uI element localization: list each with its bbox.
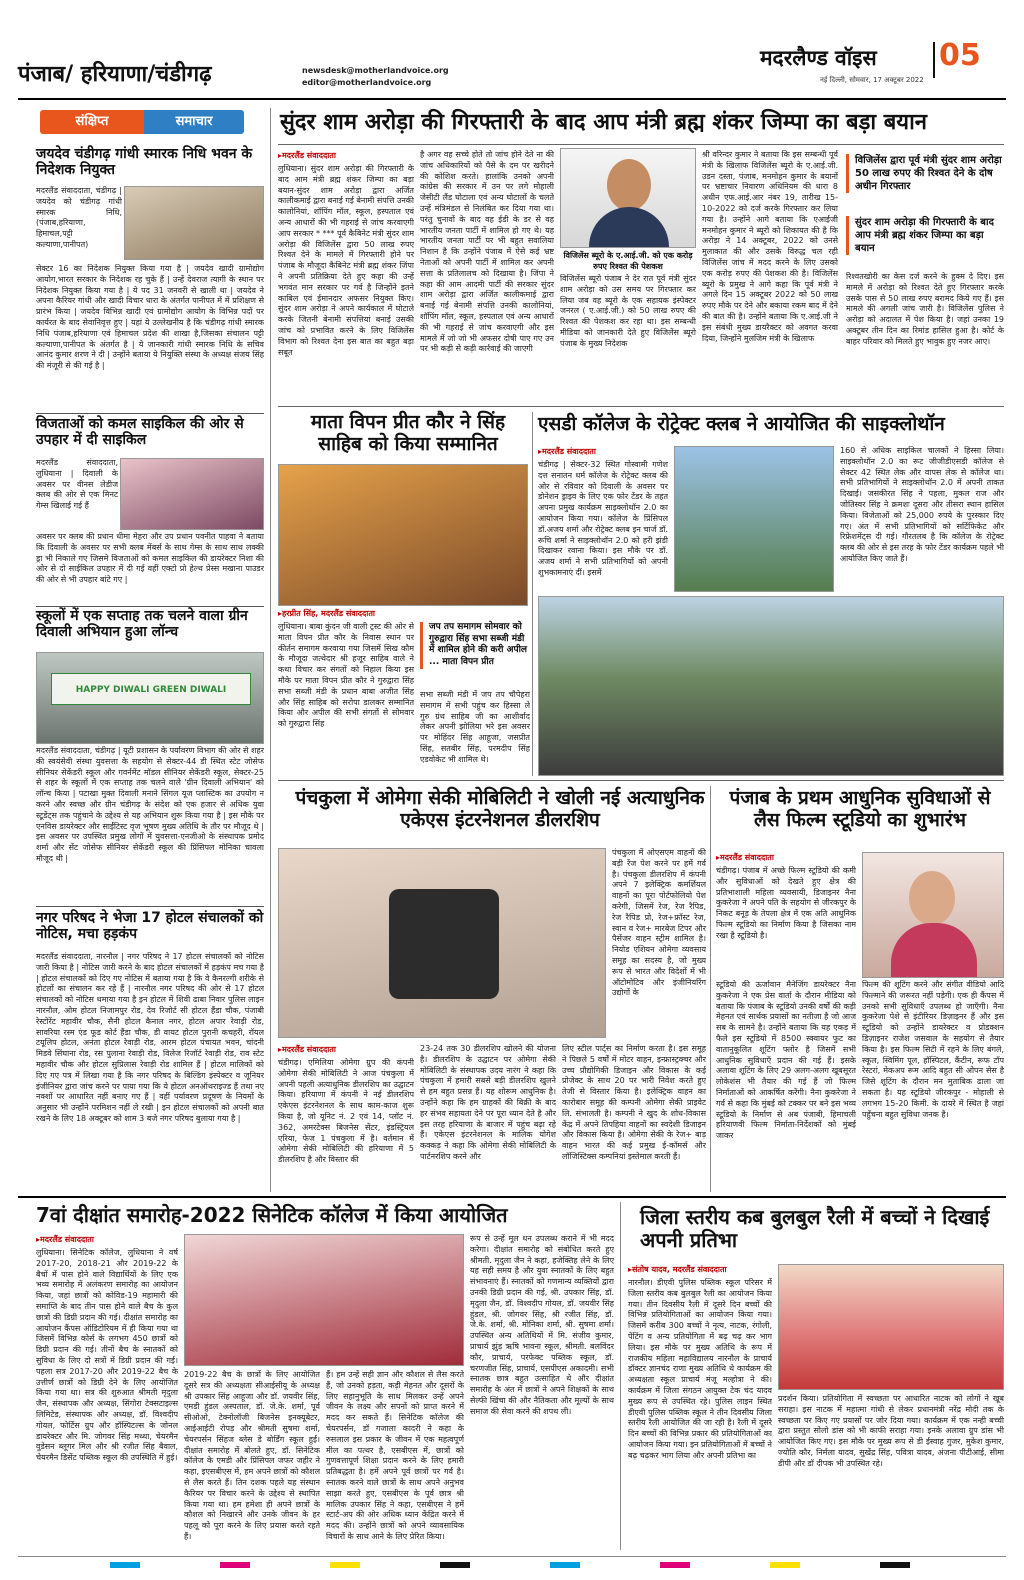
cyclothon-headline: एसडी कॉलेज के रोट्रेक्ट क्लब ने आयोजित की साइक्लोथॉन bbox=[538, 413, 945, 435]
lead-col-1: लुधियाना। सुंदर शाम अरोड़ा की गिरफ्तारी के बाद आम मंत्री ब्रह्म शंकर जिम्पा का बड़ा बयान-सुंदर शाम अरोड़ा द्वारा अर्जित कालीकमाई द्वारा बनाई गई बेनामी संपत्ति उनकी कालोनियां, शॉपिंग मॉल, स्कूल, हस्पताल एवं अन्य आधारों की भी गहराई से जांच करवाएगी आप सरकार * *** पूर्व कैबिनेट मंत्री सुंदर शाम अरोड़ा की विजिलेंस द्वारा 50 लाख रुपए रिश्वत देने के मामले में गिरफ्तारी होने पर पंजाब के मौजूदा कैबिनेट मंत्री ब्रह्म शंकर जिंपा ने अपनी प्रतिक्रिया देते हुए कहा की उन्हें भगवंत मान सरकार पर गर्व है जिन्होंने इतने काबिल एवं ईमानदार अफसर नियुक्त किए। सुंदर शाम अरोड़ा ने अपने कार्यकाल में घोटाले करके जितनी बेनामी संपत्तियां बनाई उसकी जांच को प्रभावित करने के लिए विजिलेंस विभाग को रिश्वत देना इस बात का बहुत बड़ा सबूत bbox=[278, 164, 414, 357]
lead-rule bbox=[278, 144, 1004, 145]
lead-highlight-1: विजिलेंस द्वारा पूर्व मंत्री सुंदर शाम अरोड़ा 50 लाख रुपए की रिश्वत देने के दोष अधीन गिरफ्तार bbox=[846, 154, 1004, 193]
lead-col-2: है अगर वह सच्चे होते तो जांच होने देते ना की जांच अधिकारियों को पैसे के दम पर खरीदने की कोशिश करते। हालांकि उनको अपनी कांग्रेस की सरकार में उन पर लगे मोहाली जेसीटी लैंड घोटाला एवं अन्य घोटालों के चलते उन्हें मंत्रिमंडल से निलंबित कर दिया गया था। परंतु चुनावों के बाद वह ईडी के डर से वह भारतीय जनता पार्टी में शामिल हो गए थे। यह भारतीय जनता पार्टी पर भी बहुत सवालिया निशान है कि उन्होंने पंजाब में ऐसे कई भ्रष्ट नेताओं को अपनी पार्टी में शामिल कर अपनी सत्ता के प्रतिलालच को दिखाया है। जिंपा ने कहा की आम आदमी पार्टी की सरकार सुंदर शाम अरोड़ा द्वारा अर्जित कालीकमाई द्वारा बनाई गई बेनामी संपत्ति उनकी कालोनियां, शॉपिंग मॉल, स्कूल, हस्पताल एवं अन्य आधारों की भी गहराई से जांच करवाएगी और इस मामले में जो जो भी अफसर दोषी पाए गए उन पर भी कड़ी से कड़ी कार्रवाई की जाएगी bbox=[420, 150, 554, 354]
lead-col-3: विजिलेंस ब्यूरो पंजाब ने देर रात पूर्व मंत्री सुंदर शाम अरोड़ा को उस समय पर गिरफ्तार कर लिया जब वह ब्यूरो के एक सहायक इंस्पेक्टर जनरल ( ए.आई.जी.) को 50 लाख रुपए की रिश्वत की पेशकश कर रहा था। इस सम्बन्धी मीडिया को जानकारी देते हुए विजिलेंस ब्यूरो पंजाब के मुख्य निदेशक bbox=[560, 274, 696, 348]
lead-byline: ▸ मदरलैंड संवाददाता bbox=[278, 150, 418, 161]
convocation-col-1: लुधियाना। सिनेटिक कॉलेज, लुधियाना ने वर्ष 2017-20, 2018-21 और 2019-22 के बैचों में पास होने वाले विद्यार्थियों के लिए एक भव्य समारोह में अलंकरण समारोह का आयोजन किया, जहां छात्रों को कोविड-19 महामारी की समाप्ति के बाद तीन पास होने वाले बैच के कुल छात्रों की डिग्री प्रदान की गई। दीक्षांत समारोह का आयोजन कैंपस ऑडिटोरियम में ही किया गया था जिसमें विभिन्न कोर्स के लगभग 450 छात्रों को डिग्री प्रदान की गई। तीनों बैच के स्नातकों को सुविधा के लिए दो सत्रों में डिग्री प्रदान की गई। पहला सत्र 2017-20 और 2019-22 बैच के उत्तीर्ण छात्रों को डिग्री देने के लिए आयोजित किया गया था। सत्र की शुरुआत श्रीमती मृदुला जैन, संस्थापक और अध्यक्ष, सिंगोरा टेक्सटाइल्स लिमिटेड, संस्थापक और अध्यक्ष, डॉ. विश्वदीप गोयल, फोर्टिस ग्रुप और हॉस्पिटल्स के जोनल डायरेक्टर और मि. जोगवर सिंह मथ्था, चेयरमैन वुडेसन ब्लूगर मिल और श्री रजीत सिंह बैवाल, चेयरमैन डिसेंट पब्लिक स्कूल की उपस्थिति में हुई। bbox=[36, 1248, 178, 1463]
email-editor[interactable]: editor@motherlandvoice.org bbox=[302, 78, 432, 87]
omega-col-1: चंडीगढ़। एमिलिया ओमेगा ग्रुप की कंपनी ओमेगा सेकी मोबिलिटी ने आज पंचकुला में अपनी पहली अत्याधुनिक डीलरशिप का उद्घाटन किया। हरियाणा में कंपनी ने नई डीलरशिप एकेएस इंटरनेशनल के साथ काम-काज शुरू किया है, जो यूनिट नं. 2 एवं 14, प्लॉट नं. 362, अमरटेक्स बिजनेस सेंटर, इंडस्ट्रियल एरिया, फेज 1 पंचकुला में है। वर्तमान में ओमेगा सेकी मोबिलिटी की हरियाणा में 5 डीलरशिप है और विस्तार की bbox=[278, 1058, 414, 1165]
convocation-column-rule bbox=[620, 1202, 621, 1550]
film-col-1b: स्टूडियो की ऊर्जावान मैनेजिंग डायरेक्टर नैना कुकरेजा ने एक प्रेस वार्ता के दौरान मीडिया को बताया कि पंजाब के स्टूडियो उनकी वर्षों की कड़ी मेहनत एवं सार्थक प्रयासों का नतीजा है जो आज सब के सामने है। उन्होंने बताया कि यह एकड़ में फैले इस स्टूडियो में 8500 स्क्वायर फुट का वातानुकूलित शूटिंग फ्लोर है जिसमें सभी आधुनिक सुविधाएँ प्रदान की गई हैं। इसके अलावा शूटिंग के लिए 29 अलग-अलग खूबसूरत लोकेशंस भी तैयार की गई हैं जो फिल्म निर्माताओं को आकर्षित करेंगी। नैना कुकरेजा ने गर्व से कहा कि मुंबई को टक्कर पर बने इस भव्य स्टूडियो के निर्माण से अब पंजाबी, हिमाचली हरियाणवी फिल्म निर्माता-निर्देशकों को मुंबई जाकर bbox=[716, 980, 856, 1141]
brief-divider-2 bbox=[36, 606, 264, 607]
cyclothon-col-1: चंडीगढ़ | सेक्टर-32 स्थित गोस्वामी गणेश दत्त सनातन धर्म कॉलेज के रोट्रेक्ट क्लब की ओर से रविवार को दिवाली के अवसर पर डोनेशन ड्राइव के लिए एक फोर टेंडर के तहत अपना प्रमुख कार्यक्रम साइक्लोथॉन 2.0 का आयोजन किया गया। कॉलेज के प्रिंसिपल डॉ.अजय शर्मा और रोट्रेक्ट क्लब इन चार्ज डॉ. रूचि शर्मा ने साइक्लोथॉन 2.0 को हरी झंडी दिखाकर रवाना किया। इस मौके पर डॉ. अजय शर्मा ने सभी प्रतिभागियों को अपनी शुभकामनाएं दीं। इसमें bbox=[538, 460, 668, 577]
brief-3-body: मदरलैंड संवाददाता, चंडीगढ़ | यूटी प्रशासन के पर्यावरण विभाग की ओर से शहर की स्वयंसेवी संस्था युवसत्ता के सहयोग से सेक्टर-44 डी स्थित स्टेट जोसेफ सीनियर सेकेंडरी स्कूल और गवर्नमेंट मॉडल सीनियर सेकेंडरी स्कूल, सेक्टर-25 से शहर के स्कूलों में एक सप्ताह तक चलने वाले 'ग्रीन दिवाली अभियान' को लॉन्च किया | पटाखा मुक्त दिवाली मनाने सिंगल यूज प्लास्टिक का उपयोग न करने और स्वच्छ और ग्रीन चंडीगढ़ के संदेश को एक हजार से अधिक युवा स्टूडेंट्स तक पहुंचाने के उद्देश्य से यह अभियान शुरू किया गया है | इस मौके पर एनविस डायरेक्टर और साईंटिस्ट वृज भूषण मुख्य अतिथि के तौर पर मौजूद थे | इस अवसर पर उपस्थित प्रमुख लोगों में युवसत्ता-एनजीओ के संस्थापक प्रमोद शर्मा और सेंट जोसेफ सीनियर सेकेंडरी स्कूल की प्रिंसिपल मोनिका चावला मौजूद थी | bbox=[36, 746, 264, 863]
mata-col-1: लुधियाना। बाबा कुंदन जी वाली ट्रस्ट की ओर से माता विपन प्रीत कौर के निवास स्थान पर कीर्तन समागम करवाया गया जिसमें सिख कौम के मौजूदा जत्थेदार श्री हजूर साहिब वाले ने कथा विचार कर संगतों को निहाल किया इस मौके पर माता विपन प्रीत कौर ने गुरुद्वारा सिंह सभा सब्जी मंडी के प्रधान बाबा अजीत सिंह और सिंह साहिब को सरोपा डालकर सम्मानित किया और अपील की सभी संगतों से सोमवार को गुरुद्वारा सिंह bbox=[278, 622, 414, 729]
brief-2-headline: विजताओं को कमल साइकिल की ओर से उपहार में दी साइकिल bbox=[36, 416, 244, 449]
cyclothon-photo-group bbox=[674, 446, 834, 592]
brief-1-body: सेक्टर 16 का निदेशक नियुक्त किया गया है | जयदेव खादी ग्रामोद्योग आयोग,भारत सरकार के निदेशक रह चुके हैं | उन्हें देवराज त्यागी के स्थान पर निदेशक नियुक्त किया गया है | ये पद 31 जनवरी से खाली था | जयदेव ने अपना कैरियर गांधी और खादी विचार धारा के अंतर्गत पानीपत में में प्रशिक्षण से प्रारंभ किया | जयदेव विभिन्न खादी एवं ग्रामोद्योग आयोग के विभिन्न पदों पर कार्यरत के बाद सेवानिवृत्त हुए | यहां ये उल्लेखनीय है कि चंडीगढ़ गांधी स्मारक निधि पंजाब,हरियाणा एवं हिमाचल प्रदेश की शाखा है,जिसका संचालन पट्टी कल्याणा,पानीपत के अंतर्गत है | ये जानकारी गांधी स्मारक निधि के सचिव आनंद कुमार शरण ने दी | उन्होंने बताया ये नियुक्ति संस्था के अध्यक्ष संजय सिंह की मंजूरी से की गई है | bbox=[36, 264, 264, 371]
film-portrait bbox=[862, 852, 1004, 978]
brief-2-body: अवसर पर क्लब की प्रधान धीमा मेहरा और उप प्रधान पवनीत पाहवा ने बताया कि दिवाली के अवसर पर सभी क्लब मेंबर्स के साथ गेम्स के साथ साथ लक्की ड्रा भी निकाले गए जिसमे विजताओं को कमल साइकिल की डायरेक्टर निशा की ओर से दो साईकिल उपहार में दी गई वहीं एक्टो प्रो हेल्थ प्रेस्स मखाना पाउडर की ओर से भी उपहार बांटे गए | bbox=[36, 532, 264, 585]
brief-2-photo bbox=[120, 458, 264, 530]
mata-column-rule bbox=[532, 412, 533, 776]
convocation-col-2: 2019-22 बैच के छात्रों के लिए आयोजित दूसरे सत्र की अध्यक्षता सीआईसीयू के अध्यक्ष श्री उपकार सिंह आहूजा और डॉ. जयवीर सिंह, एमडी हुंडल अस्पताल, डॉ. जे.के. शर्मा, पूर्व सीओओ, टेक्नोलॉजी बिजनेस इनक्यूबेटर, आईआईटी रोपड़ और श्रीमती सुषमा शर्मा, चेयरपर्सन सिंहज ब्लेस डे बोर्डिंग स्कूल हुई। दीक्षांत समारोह में बोलते हुए, डॉ. सिनेटिक कॉलेज के एमडी और प्रिंसिपल जफर जहीर ने कहा, इएसबीएस में, हम अपने छात्रों को कौशल से लैस करते हैं। तिन दशक पहले यह संस्थान कैरियर पर विचार करने के उद्देश्य से स्थापित किया गया था। हम हमेशा ही अपने छात्रों के कौशल को निखारने और उनके जीवन के हर पहलू को पूरा करने के लिए प्रयास करते रहते हैं। bbox=[184, 1370, 320, 1541]
cyclothon-byline: ▸ मदरलैंड संवाददाता bbox=[538, 446, 688, 457]
film-byline: ▸ मदरलैंड संवाददाता bbox=[716, 852, 856, 863]
page-number: 05 bbox=[939, 38, 981, 73]
omega-photo bbox=[278, 848, 606, 1038]
omega-column-rule bbox=[710, 786, 711, 1192]
cyclothon-photo-rally bbox=[538, 596, 1004, 776]
brief-4-headline: नगर परिषद ने भेजा 17 होटल संचालकों को नोटिस, मचा हड़कंप bbox=[36, 910, 264, 943]
lower-section-rule bbox=[18, 1196, 1006, 1198]
bulbul-col-1: नारनौल। डीएवी पुलिस पब्लिक स्कूल परिसर में जिला स्तरीय कब बुलबुल रैली का आयोजन किया गया। तीन दिवसीय रैली में दूसरे दिन बच्चों की विभिन्न प्रतियोगिताओं का आयोजन किया गया। जिसमें करीब 300 बच्चों ने नृत्य, नाटक, रंगोली, पेंटिंग व अन्य प्रतियोगिता में बढ़ चढ़ कर भाग लिया। इस मौके पर मुख्य अतिथि के रूप में राजकीय महिला महाविद्यालय नारनौल के प्राचार्य डॉक्टर ज्ञानचंद राणा मुख्य अतिथि थे कार्यक्रम की अध्यक्षता स्कूल प्राचार्य मंजू मल्होत्रा ने की। कार्यक्रम में जिला संगठन आयुक्त टेक चंद यादव मुख्य रूप से उपस्थित रहे। पुलिस लाइन स्थित डीएवी पुलिस पब्लिक स्कूल ने तीन दिवसीय जिला स्तरीय रैली आयोजित की जा रही है। रैली में दूसरे दिन बच्चों की विभिन्न प्रकार की प्रतियोगिताओं का आयोजन किया गया। इन प्रतियोगिताओं में बच्चों ने बढ़ चढ़कर भाग लिया और अपनी प्रतिभा का bbox=[628, 1278, 772, 1460]
minister-portrait bbox=[560, 148, 696, 248]
brief-divider-1 bbox=[36, 413, 264, 414]
brief-4-body: मदरलैंड संवाददाता, नारनौल | नगर परिषद ने 17 होटल संचालकों को नोटिस जारी किया है | नोटिस जारी करने के बाद होटल संचालकों में हड़कंप मच गया है | होटल संचालकों को दिए गए नोटिस में बताया गया है कि वे कैनरल्गी शरीके से होटलों का संचालन कर रहे हैं | नारनौल नगर परिषद की ओर से 17 होटल संचालकों को नोटिस थमाया गया है इन होटल में शिवी ढाबा निवार पुलिस लाइन नारनौल, ओम होटल निजामपुर रोड, देव रिजोर्ट सी होटल हैंडा चौक, पंजाबी रेस्टोरेंट महावीर चौक, सैनी होटल कैनाल नगर, होटल अपार रेवाड़ी रोड, सावरिया रस्म एंड फूड कोर्ट हैंडा चौक, डी वायट होटल पुरानी कचहरी, रॉयल टयूलिप होटल, अनंता होटल रेवाड़ी रोड, आरम होटल पंचायत भवन, चांदनी मिडवे सिंघाना रोड, रस पुलाना रेवाड़ी रोड, विलेज रिजॉर्ट रेवाड़ी रोड, राव स्टेट महावीर चौक और होटल सुप्रिलास रेवाड़ी रोड शामिल हैं | होटल मालिकों को दिए गए पत्र में लिखा गया है कि नगर परिषद के बिल्डिंग इंस्पेक्टर व जूनियर इंजीनियर द्वारा जांच करने पर पाया गया कि ये होटल अनऑथराइज्ड हैं तथा नए नक्शों पर आधारित नहीं बनाए गए हैं | वहीं पर्यावरण प्रदूषण के नियमों के अनुसार भी उन्होंने परमिशन नहीं ले रखी | इन होटल संचालकों को अपनी बात रखने के लिए 18 अक्टूबर को शाम 3 बजे नगर परिषद बुलाया गया है | bbox=[36, 952, 264, 1123]
dateline: नई दिल्ली, सोमवार, 17 अक्टूबर 2022 bbox=[820, 76, 924, 84]
lead-photo-caption: विजिलेंस ब्यूरो के ए.आई.जी. को एक करोड़ रुपए रिश्वत की पेशकश bbox=[563, 251, 693, 271]
film-col-2: फिल्म की शूटिंग करने और संगीत वीडियो आदि फिल्माने की जरूरत नहीं पड़ेगी। एक ही कैंपस में उनको सभी सुविधाएँ उपलब्ध हो जाएँगी। नैना कुकरेजा पेशे से इंटीरियर डिज़ाइनर हैं और इस स्टूडियो को उन्होंने डायरेक्टर व प्रोडक्शन डिज़ाइनर राजेश जसवाल के सहयोग से तैयार किया है। इस फिल्म सिटी में रहने के लिए बंगले, स्कूल, स्विमिंग पूल, हॉस्पिटल, कैंटीन, रूफ टॉप रेस्टरां, मेकअप रूम आदि बहुत सी ओपन सेस है जिसे शूटिंग के दौरान मन मुताबिक ढाला जा सकता है। यह स्टूडियो जीरकपुर - मोहाली से लगभग 15-20 किमी. के दायरे में स्थित है जहां पहुँचना बहुत सुविधा जनक है। bbox=[862, 980, 1004, 1119]
film-col-1a: चंडीगढ़। पंजाब में अच्छे फिल्म स्टूडियो की कमी और सुविधाओं को देखते हुए क्षेत्र की प्रतिभाशाली महिला व्यवसायी, डिजाइनर नैना कुकरेजा ने अपने पति के सहयोग से जीरकपुर के निकट बनूड़ के तेपला क्षेत्र में एक अति आधुनिक फिल्म स्टूडियो का निर्माण किया है जिसका नाम रखा है स्टूडियो है। bbox=[716, 866, 856, 940]
email-newsdesk[interactable]: newsdesk@motherlandvoice.org bbox=[302, 66, 449, 75]
lead-col-5: रिश्वतखोरी का केस दर्ज करने के हुक्म दे दिए। इस मामले में अरोड़ा को रिश्वत देते हुए गिरफ्तार करके उसके पास से 50 लाख रुपए बरामद किये गए हैं। इस मामले की अगली जांच जारी है। विजिलेंस पुलिस ने अरोड़ा को अदालत में पेश किया है। जहां उनका 19 अक्टूबर तीन दिन का रिमांड हासिल हुआ है। कोर्ट के बाहर परिवार को मिलते हुए भावुक हुए नजर आए। bbox=[846, 272, 1004, 346]
brief-3-photo bbox=[36, 652, 264, 744]
lead-headline: सुंदर शाम अरोड़ा की गिरफ्तारी के बाद आप मंत्री ब्रह्म शंकर जिम्पा का बड़ा बयान bbox=[280, 110, 927, 135]
mata-col-2: सभा सब्जी मंडी में जप तप चौपेहरा समागम में सभी पहुंच कर हिस्सा ले गुरु ग्रंथ साहिब जी का आशीर्वाद लेकर अपनी झोलिया भरे इस अवसर पर मोहिंदर सिंह आहूजा, जसप्रीत सिंह, सतबीर सिंह, परमदीप सिंह एडवोकेट भी शामिल थे। bbox=[420, 690, 530, 764]
brief-divider-3 bbox=[36, 906, 264, 907]
convocation-col-3: हैं। हम उन्हें सही ज्ञान और कौशल से लैस करते हैं, जो उनको हड़ता, कड़ी मेहनत और दूसरों के लिए सहानुभूति के साथ मिलकर उन्हें अपने जीवन के लक्ष्य और सपनों को प्राप्त करने में मदद कर सकते हैं। सिनेटिक कॉलेज की चेयरपर्सन, डॉ गजाला कादरी ने कहा के रुसलाल इस प्रकार के जीवन में एक महत्वपूर्ण मील का पत्थर है, एसबीएस में, छात्रों को गुणवत्तापूर्ण शिक्षा प्रदान करने के लिए हमारी प्रतिबद्धता है। हमें अपने पूर्व छात्रों पर गर्व है। स्नातक करने वाले छात्रों के साथ अपने अनुभव साझा करते हुए, एसबीएस के पूर्व छात्र श्री मालिक उपकार सिंह ने कहा, एसबीएस ने हमें स्टार्ट-अप की ओर अधिक ध्यान केंद्रित करने में मदद की। उन्होंने छात्रों को अपने व्यावसायिक विचारों के साथ आने के लिए प्रेरित किया। bbox=[326, 1370, 464, 1541]
header-rule bbox=[18, 98, 1006, 100]
bulbul-photo bbox=[778, 1264, 1004, 1390]
omega-byline: ▸ मदरलैंड संवाददाता bbox=[278, 1044, 438, 1055]
mid-rule bbox=[278, 780, 1004, 781]
convocation-headline: 7वां दीक्षांत समारोह-2022 सिनेटिक कॉलेज में किया आयोजित bbox=[36, 1203, 508, 1227]
convocation-byline: ▸ मदरलैंड संवाददाता bbox=[36, 1234, 186, 1245]
omega-col-2: 23-24 तक 30 डीलरशिप खोलने की योजना है। डीलरशिप के उद्घाटन पर ओमेगा सेकी मोबिलिटी के संस्थापक उदय नारंग ने कहा कि पंचकुला में हमारी सबसे बड़ी डीलरशिप खुलने से हम बहुत प्रसन्न हैं। यह शोरूम आधुनिक है। उन्होंने कहा कि हम ग्राहकों की बिक्री के बाद हर संभव सहायता देने पर पूरा ध्यान देते है और इस तरह हरियाणा के बाजार में पहुंच बढ़ा रहे हैं। एकेएस इंटरनेशनल के मालिक योगेश कक्कड़ ने कहा कि ओमेगा सेकी मोबिलिटी के पार्टनरशिप करने और bbox=[420, 1044, 556, 1161]
convocation-photo bbox=[184, 1234, 464, 1366]
omega-col-top: पंचकुला में ओएसएम वाहनों की बड़ी रेंज पेश करने पर हमें गर्व है। पंचकुला डीलरशिप में कंपनी अपने 7 इलेक्ट्रिक कमर्शियल वाहनों का पूरा पोर्टफोलियो पेश करेगी, जिसमें रेज, रेज रैपिड, रेज रैपिड प्रो, रेज+फ्रॉस्ट रेज, स्वान व रेज+ मारबेज टिपर और पैसेंजर वाहन स्ट्रीम शामिल है। नियोड एशियन ओमेगा व्यवसाय समूह का सदस्य है, जो मुख्य रूप से भारत और विदेशों में भी ऑटोमोटिव और इंजीनियरिंग उद्योगों के bbox=[612, 848, 706, 998]
film-headline: पंजाब के प्रथम आधुनिक सुविधाओं से लैस फिल्म स्टूडियो का शुभारंभ bbox=[729, 787, 991, 831]
footer-rule bbox=[18, 1556, 1006, 1557]
brief-1-headline: जयदेव चंडीगढ़ गांधी स्मारक निधि भवन के निदेशक नियुक्त bbox=[36, 146, 253, 179]
mata-byline: ▸ हरप्रीत सिंह, मदरलैंड संवाददाता bbox=[278, 608, 528, 619]
brief-tab-1: संक्षिप्त bbox=[40, 110, 144, 134]
lead-col-4: श्री वरिन्दर कुमार ने बताया कि इस सम्बन्धी पूर्व मंत्री के खिलाफ विजिलेंस ब्यूरो के ए.आई.जी. उडन दस्ता, पंजाब, मनमोहन कुमार के बयानों पर भ्रष्टाचार निवारण अधिनियम की धारा 8 अधीन एफ.आई.आर नंबर 19, तारीख 15-10-2022 को दर्ज करके गिरफ्तार कर लिया गया है। उन्होंने आगे बताया कि एआईजी मनमोहन कुमार ने ब्यूरो को शिकायत की है कि अरोड़ा ने 14 अक्टूबर, 2022 को उनसे मुलाकात की और उसके विरुद्ध चल रही विजिलेंस जांच में मदद करने के लिए उसको एक करोड़ रुपए की पेशकश की है। विजिलेंस ब्यूरो के प्रमुख ने आगे कहा कि पूर्व मंत्री ने अगले दिन 15 अक्टूबर 2022 को 50 लाख रुपए मौके पर देने और बकाया रकम बाद में देने की बात की है। उन्होंने बताया कि ए.आई.जी ने इस संबंधी मुख्य डायरैक्टर को अवगत करवा दिया, जिन्होंने मुलजिम मंत्री के खिलाफ bbox=[702, 150, 838, 343]
green-diwali-banner: HAPPY DIWALI GREEN DIWALI bbox=[51, 673, 251, 705]
mata-quote: जप तप समागम सोमवार को गुरुद्वारा सिंह सभा सब्जी मंडी में शामिल होने की करी अपील ... माता विपन प्रीत bbox=[420, 622, 530, 669]
brief-tab-2: समाचार bbox=[144, 110, 244, 134]
brief-3-headline: स्कूलों में एक सप्ताह तक चलने वाला ग्रीन दिवाली अभियान हुआ लॉन्च bbox=[36, 608, 248, 641]
brief-2-lead: मदरलैंड संवाददाता, लुधियाना | दिवाली के अवसर पर वीनस लेडीज क्लब की ओर से एक मिनट गेम्स खिलाई गई हैं bbox=[36, 458, 118, 511]
section-title: पंजाब/ हरियाणा/चंडीगढ़ bbox=[18, 62, 212, 87]
bulbul-headline: जिला स्तरीय कब बुलबुल रैली में बच्चों ने दिखाई अपनी प्रतिभा bbox=[640, 1205, 990, 1252]
brief-1-photo bbox=[124, 186, 264, 260]
convocation-col-4: रूप से उन्हें मूल धन उपलब्ध कराने में भी मदद करेगा। दीक्षांत समारोह को संबोधित करते हुए श्रीमती. मृदुला जैन ने कहा, हजेक्तिह लेने के लिए यह सही समय है और युवा स्नातकों के लिए बहुत संभावनाएं हैं। स्नातकों को गणमान्य व्यक्तियों द्वारा उनकी डिग्री प्रदान की गई, श्री. उपकार सिंह, डॉ. मृदुला जैन, डॉ. विश्वदीप गोयल, डॉ. जयवीर सिंह हुंडल, श्री. जोगवर सिंह, श्री रजीत सिंह, डॉ. जे.के. शर्मा, श्री. मोनिका शर्मा, श्री. सुषमा शर्मा। उपस्थित अन्य अतिथियों में मि. संजीव कुमार, प्राचार्य झुंड़ ऋषि भावना स्कूल, श्रीमती. बलविंदर कौर, प्राचार्य, परफेक्ट पब्लिक स्कूल, डॉ. चरणजीत सिंह, प्राचार्य, एसपीएस अकादमी। सभी स्नातक छात्र बहुत उत्साहित थे और दीक्षांत समारोह के अंत में छात्रों ने अपने शिक्षकों के साथ सेल्फी खिंचा की और नैतिकता और मूल्यों के साथ समाज की सेवा करने की शपथ ली। bbox=[470, 1234, 614, 1416]
mata-photo bbox=[278, 464, 528, 606]
left-column-rule bbox=[270, 108, 271, 1192]
cyclothon-col-2: 160 से अधिक साइकिल चालकों ने हिस्सा लिया। साइक्लोथॉन 2.0 का रूट जीजीडीएसडी कॉलेज से सेक्टर 42 स्थित लेक और वापस लेक से कॉलेज था। सभी प्रतिभागियों ने साइक्लोथॉन 2.0 में अपनी ताकत दिखाई। जसकीरत सिंह ने पहला, मुकल राज और जोतिस्वर सिंह ने क्रमशः दूसरा और तीसरा स्थान हासिल किया। विजेताओं को 25,000 रुपये के पुरस्कार दिए गए। अंत में सभी प्रतिभागियों को सर्टिफिकेट और रिफ्रेशमेंट्स दी गई। गौरतलब है कि कॉलेज के रोट्रेक्ट क्लब की ओर से इस तरह के फोर टेंडर कार्यक्रम पहले भी आयोजित किए जाते हैं। bbox=[840, 446, 1004, 563]
lead-bottom-rule bbox=[278, 406, 1004, 407]
masthead: मदरलैण्ड वॉइस bbox=[760, 45, 877, 70]
bulbul-byline: ▸ संतोष यादव, मदरलैंड संवाददाता bbox=[628, 1264, 828, 1275]
brief-1-lead: मदरलैंड संवाददाता, चंडीगढ़ | जयदेव को चंडीगढ़ गांधी स्मारक निधि, (पंजाब,हरियाणा, हिमाचल,पट्टी कल्याणा,पानीपत) bbox=[36, 186, 122, 249]
mata-headline: माता विपन प्रीत कौर ने सिंह साहिब को किया सम्मानित bbox=[310, 411, 506, 455]
lead-highlight-2: सुंदर शाम अरोड़ा की गिरफ्तारी के बाद आप मंत्री ब्रह्म शंकर जिम्पा का बड़ा बयान bbox=[846, 216, 1004, 255]
bulbul-col-2: प्रदर्शन किया। प्रतियोगिता में स्वच्छता पर आधारित नाटक को लोगों ने खूब सराहा। इस नाटक में महात्मा गांधी से लेकर प्रधानमंत्री नरेंद्र मोदी तक के स्वच्छता पर किए गए प्रयासों पर जोर दिया गया। कार्यक्रम में एक नन्ही बच्ची द्वारा प्रस्तुत सोलो डांस को भी काफी सराहा गया। इनके अलावा ग्रुप डांस भी आयोजित किए गए। इस मौके पर मुख्य रूप से डी ईस्वाह गुजर, मुकेश कुमार, ज्योति कौर, निर्मला यादव, सुखेंद्र सिंह, पवित्रा यादव, अंजना पीटीआई, सीमा डीपी और डॉ दीपक भी उपस्थित रहे। bbox=[778, 1394, 1004, 1468]
omega-col-3: लिए स्टील पार्ट्स का निर्माण करता है। इस समूह ने पिछले 5 वर्षों में मोटर वाहन, इन्फ्रास्ट्रक्चर और उच्च प्रौद्योगिकी डिजाइन और विकास के कई प्रोजेक्ट के साथ 20 पर भारी निवेश करते हुए तेजी से विस्तार किया है। इलेक्ट्रिक वाहन का कारोबार समूह की कम्पनी ओमेगा सेकी प्राइवेट लि. संभालती है। कम्पनी ने खुद के शोध-विकास केंद्र में अपने तिपहिया वाहनों का स्वदेशी डिजाइन और विकास किया है। ओमेगा सेकी के रेज+ बाड़ वाहन भारत की कई प्रमुख ई-कॉमर्स और लॉजिस्टिक्स कम्पनियां इस्तेमाल करती हैं। bbox=[562, 1044, 706, 1161]
omega-headline: पंचकुला में ओमेगा सेकी मोबिलिटी ने खोली नई अत्याधुनिक एकेएस इंटरनेशनल डीलरशिप bbox=[295, 787, 705, 831]
masthead-divider bbox=[933, 42, 935, 78]
registration-marks bbox=[110, 1562, 910, 1570]
